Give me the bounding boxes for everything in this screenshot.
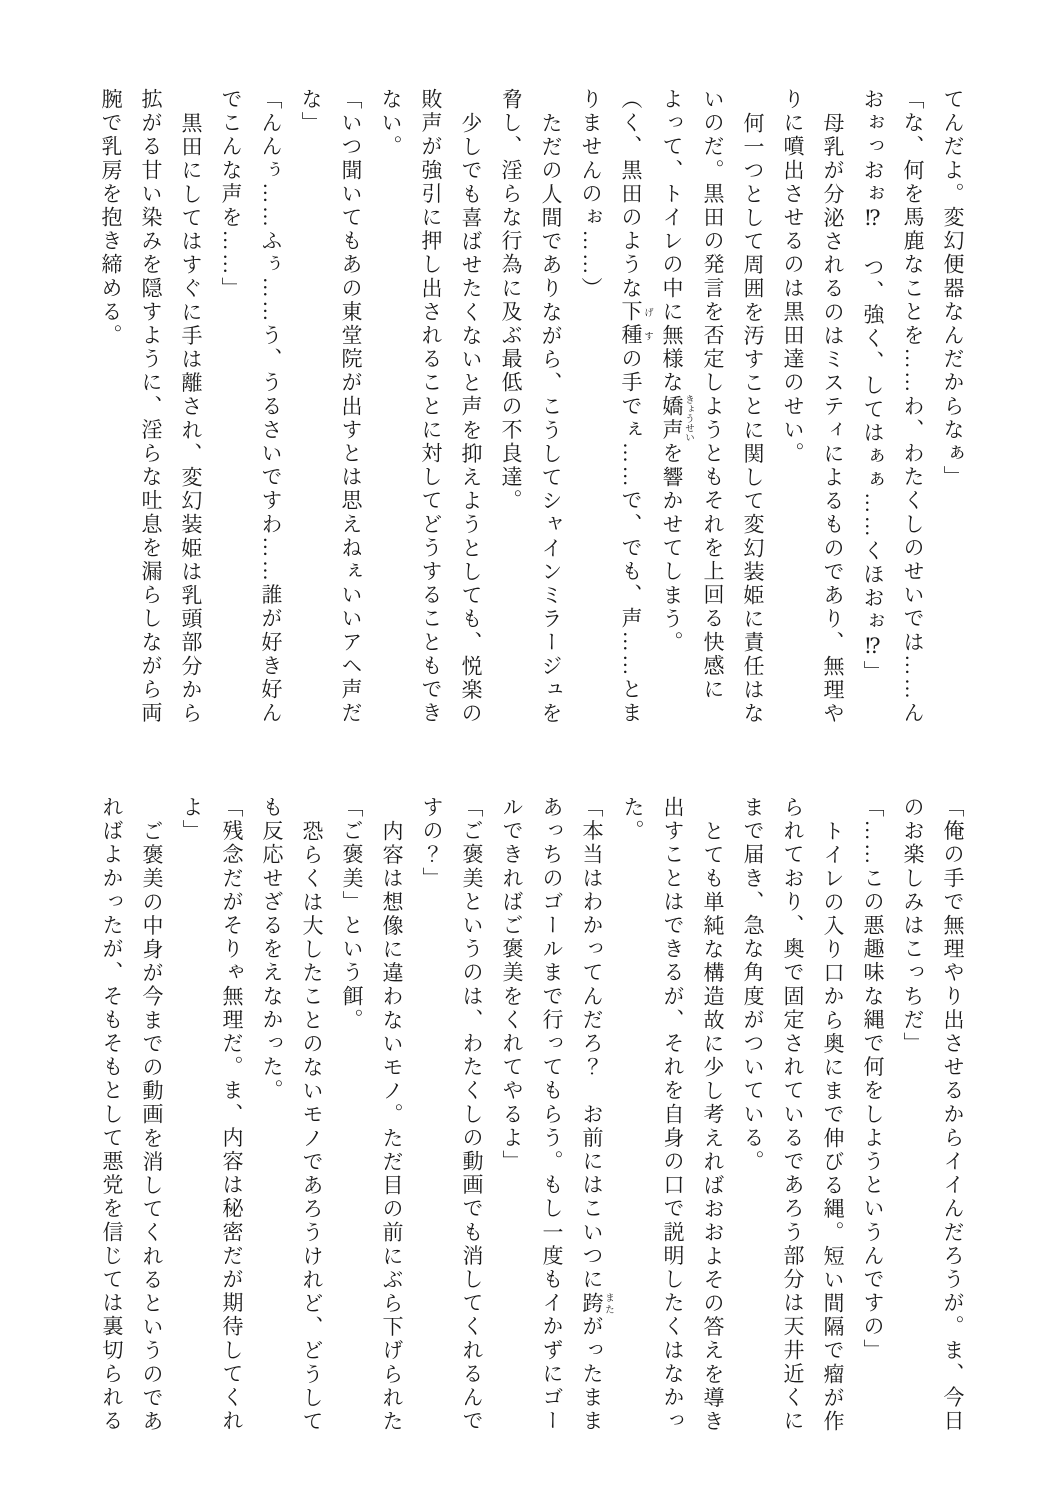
lower-text-block xyxy=(92,796,973,1448)
text-line: 少しでも喜ばせたくないと声を抑えようとしても、悦楽の xyxy=(459,112,483,726)
text-line: 拡がる甘い染みを隠すように、淫らな吐息を漏らしながら両 xyxy=(139,88,163,726)
text-line: 「残念だがそりゃ無理だ。ま、内容は秘密だが期待してくれ xyxy=(220,796,244,1434)
text-line: のお楽しみはこっちだ」 xyxy=(901,796,925,1056)
text-line: ればよかったが、そもそもとして悪党を信じては裏切られる xyxy=(100,796,124,1434)
text-line: （く、黒田のような下種 げすの手でぇ……で、でも、声……とま xyxy=(619,88,652,726)
text-line: 脅し、淫らな行為に及ぶ最低の不良達。 xyxy=(499,88,523,513)
text-line: 「……この悪趣味な縄で何をしようというんですの」 xyxy=(861,796,885,1363)
text-line: 「な、何を馬鹿なことを……わ、わたくしのせいでは……ん xyxy=(901,88,925,726)
text-line: 母乳が分泌されるのはミスティによるものであり、無理や xyxy=(821,112,845,726)
text-line: すの？」 xyxy=(420,796,444,891)
text-line: いのだ。黒田の発言を否定しようともそれを上回る快感に xyxy=(701,88,725,702)
text-line: ただの人間でありながら、こうしてシャインミラージュを xyxy=(539,112,563,726)
text-line: 何一つとして周囲を汚すことに関して変幻装姫に責任はな xyxy=(741,112,765,726)
text-line: 腕で乳房を抱き締める。 xyxy=(99,88,123,348)
text-line: 内容は想像に違わないモノ。ただ目の前にぶら下げられた xyxy=(380,820,404,1434)
text-line: 黒田にしてはすぐに手は離され、変幻装姫は乳頭部分から xyxy=(179,112,203,726)
text-line: まで届き、急な角度がついている。 xyxy=(741,796,765,1174)
text-line: 「ご褒美というのは、わたくしの動画でも消してくれるんで xyxy=(460,796,484,1434)
text-line: 「んんぅ……ふぅ……う、うるさいですわ……誰が好き好ん xyxy=(259,88,283,726)
text-line: てんだよ。変幻便器なんだからなぁ」 xyxy=(941,88,965,490)
text-line: られており、奥で固定されているであろう部分は天井近くに xyxy=(781,796,805,1434)
text-line: 「いつ聞いてもあの東堂院が出すとは思えねぇいいアヘ声だ xyxy=(339,88,363,726)
furigana-ruby: 下種 げす xyxy=(619,300,652,348)
text-line: よって、トイレの中に無様な嬌声 きょうせいを響かせてしまう。 xyxy=(660,88,693,655)
upper-text-block xyxy=(91,88,973,740)
text-line: た。 xyxy=(621,796,645,844)
text-line: 恐らくは大したことのないモノであろうけれど、どうして xyxy=(300,820,324,1434)
text-line: ルできればご褒美をくれてやるよ」 xyxy=(500,796,524,1174)
text-line: 「本当はわかってんだろ？ お前にはこいつに跨 またがったまま xyxy=(580,796,613,1434)
text-line: ない。 xyxy=(379,88,403,159)
text-line: でこんな声を……」 xyxy=(219,88,243,301)
text-line: とても単純な構造故に少し考えればおおよその答えを導き xyxy=(701,820,725,1434)
text-line: よ」 xyxy=(180,796,204,844)
text-line: りませんのぉ……） xyxy=(579,88,603,301)
text-line: 「ご褒美」という餌。 xyxy=(340,796,364,1032)
text-line: 出すことはできるが、それを自身の口で説明したくはなかっ xyxy=(661,796,685,1434)
text-line: も反応せざるをえなかった。 xyxy=(260,796,284,1103)
text-line: トイレの入り口から奥にまで伸びる縄。短い間隔で瘤が作 xyxy=(821,820,845,1434)
text-line: 敗声が強引に押し出されることに対してどうすることもでき xyxy=(419,88,443,726)
text-line: おぉっおぉ⁉ つ、強く、してはぁぁ……くほおぉ⁉」 xyxy=(861,88,885,684)
text-line: 「俺の手で無理やり出させるからイイんだろうが。ま、今日 xyxy=(941,796,965,1434)
furigana-ruby: 跨 また xyxy=(580,1291,613,1316)
text-line: ご褒美の中身が今までの動画を消してくれるというのであ xyxy=(140,820,164,1434)
text-line: あっちのゴールまで行ってもらう。もし一度もイかずにゴー xyxy=(540,796,564,1434)
furigana-ruby: 嬌声 きょうせい xyxy=(660,394,693,443)
text-line: な」 xyxy=(299,88,323,136)
text-line: りに噴出させるのは黒田達のせい。 xyxy=(781,88,805,466)
